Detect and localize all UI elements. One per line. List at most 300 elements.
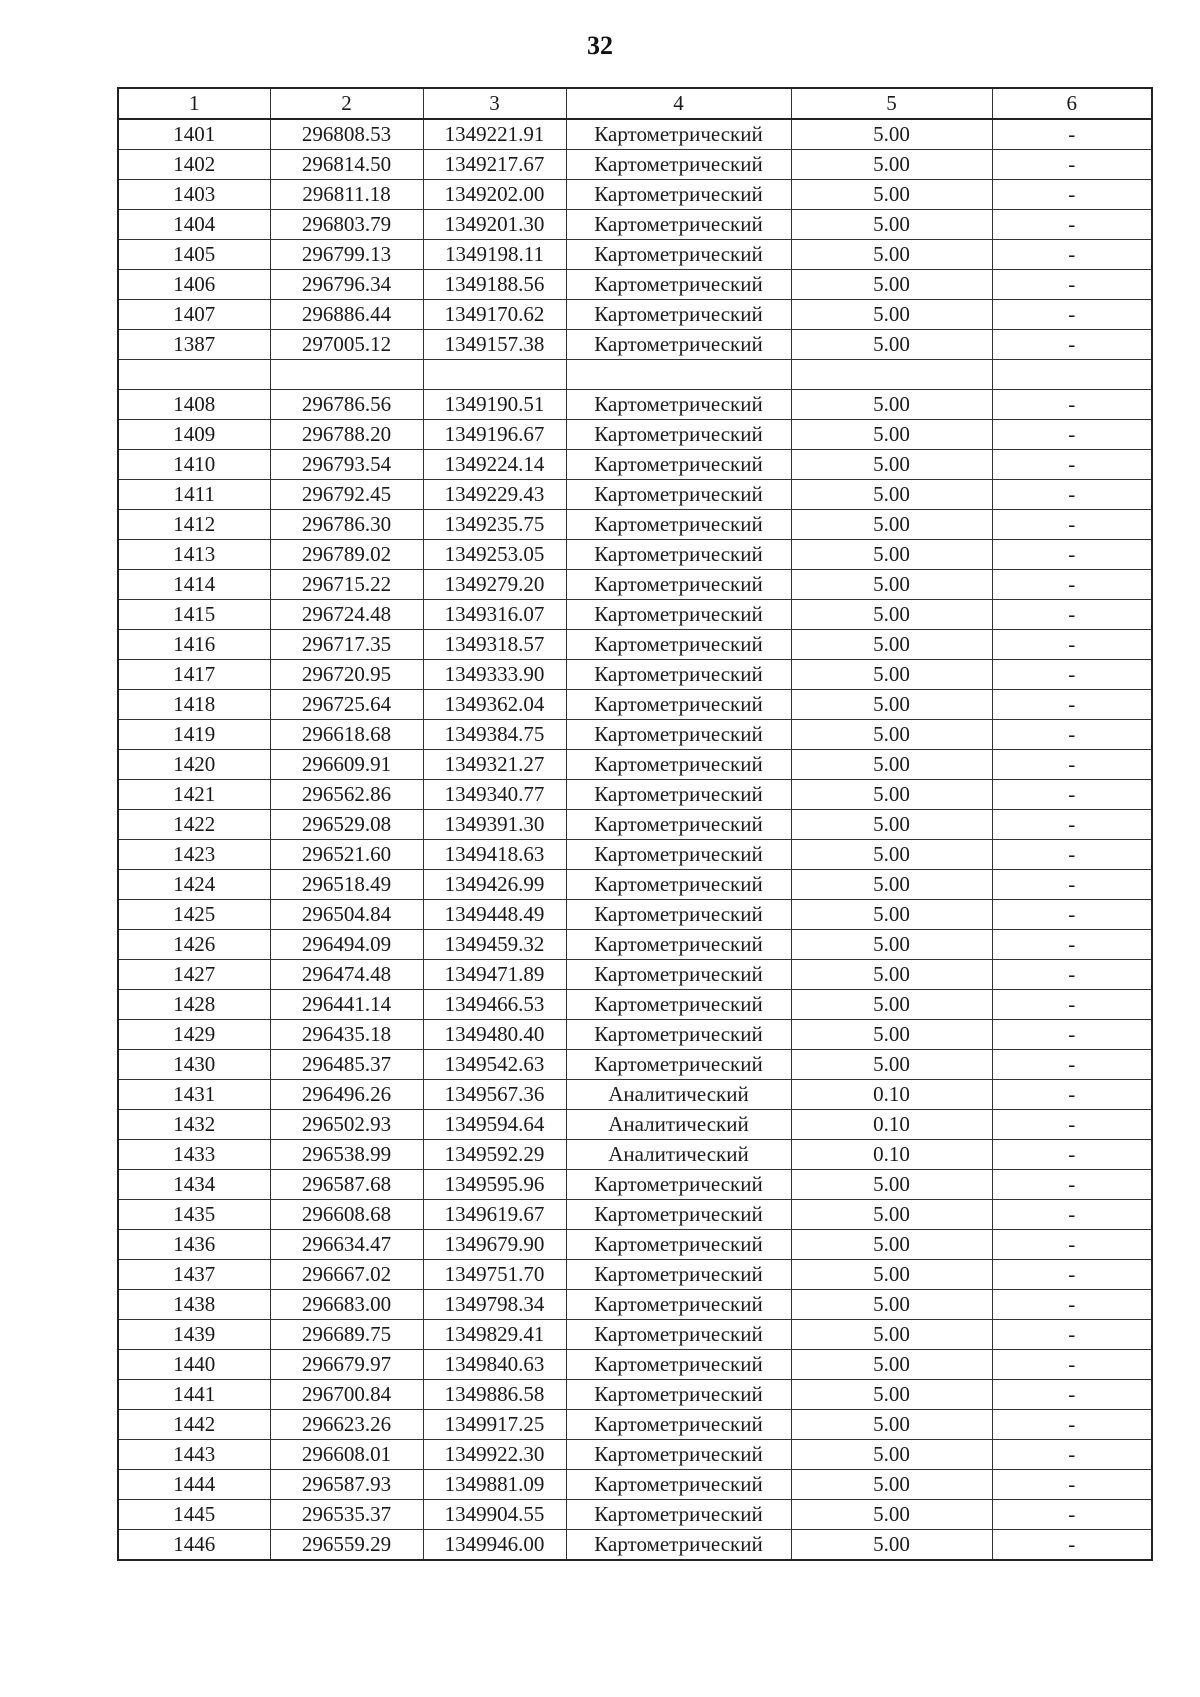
accuracy-cell: 5.00 <box>791 630 992 660</box>
accuracy-cell: 0.10 <box>791 1140 992 1170</box>
x-coordinate-cell: 296518.49 <box>270 870 423 900</box>
y-coordinate-cell: 1349221.91 <box>423 119 566 150</box>
table-row <box>118 1260 1152 1290</box>
method-cell: Картометрический <box>566 480 791 510</box>
method-cell: Картометрический <box>566 600 791 630</box>
method-cell: Аналитический <box>566 1140 791 1170</box>
method-cell: Аналитический <box>566 1110 791 1140</box>
y-coordinate-cell: 1349190.51 <box>423 390 566 420</box>
method-cell: Картометрический <box>566 1230 791 1260</box>
note-cell: - <box>992 780 1152 810</box>
table-row <box>118 1200 1152 1230</box>
point-number-cell: 1443 <box>118 1440 270 1470</box>
note-cell: - <box>992 690 1152 720</box>
accuracy-cell: 5.00 <box>791 119 992 150</box>
x-coordinate-cell: 296587.93 <box>270 1470 423 1500</box>
point-number-cell: 1435 <box>118 1200 270 1230</box>
point-number-cell: 1415 <box>118 600 270 630</box>
x-coordinate-cell: 296667.02 <box>270 1260 423 1290</box>
y-coordinate-cell: 1349798.34 <box>423 1290 566 1320</box>
method-cell: Картометрический <box>566 540 791 570</box>
y-coordinate-cell: 1349188.56 <box>423 270 566 300</box>
note-cell: - <box>992 990 1152 1020</box>
note-cell: - <box>992 840 1152 870</box>
accuracy-cell: 5.00 <box>791 180 992 210</box>
table-row <box>118 1020 1152 1050</box>
table-row <box>118 210 1152 240</box>
table-row <box>118 119 1152 150</box>
table-row <box>118 690 1152 720</box>
column-header-6: 6 <box>992 88 1152 119</box>
point-number-cell: 1411 <box>118 480 270 510</box>
method-cell: Картометрический <box>566 660 791 690</box>
table-row <box>118 1290 1152 1320</box>
y-coordinate-cell: 1349946.00 <box>423 1530 566 1561</box>
y-coordinate-cell: 1349196.67 <box>423 420 566 450</box>
point-number-cell: 1387 <box>118 330 270 360</box>
accuracy-cell: 5.00 <box>791 1170 992 1200</box>
x-coordinate-cell: 296789.02 <box>270 540 423 570</box>
point-number-cell: 1416 <box>118 630 270 660</box>
accuracy-cell: 5.00 <box>791 960 992 990</box>
method-cell: Аналитический <box>566 1080 791 1110</box>
table-row <box>118 390 1152 420</box>
method-cell: Картометрический <box>566 1170 791 1200</box>
note-cell: - <box>992 900 1152 930</box>
column-header-5: 5 <box>791 88 992 119</box>
note-cell: - <box>992 240 1152 270</box>
table-row <box>118 660 1152 690</box>
accuracy-cell: 5.00 <box>791 600 992 630</box>
x-coordinate-cell: 296441.14 <box>270 990 423 1020</box>
page-number: 32 <box>587 31 613 60</box>
x-coordinate-cell: 296786.56 <box>270 390 423 420</box>
point-number-cell: 1410 <box>118 450 270 480</box>
accuracy-cell: 5.00 <box>791 1380 992 1410</box>
y-coordinate-cell: 1349595.96 <box>423 1170 566 1200</box>
y-coordinate-cell: 1349917.25 <box>423 1410 566 1440</box>
note-cell: - <box>992 1380 1152 1410</box>
table-row <box>118 270 1152 300</box>
method-cell: Картометрический <box>566 630 791 660</box>
table-row <box>118 300 1152 330</box>
point-number-cell: 1426 <box>118 930 270 960</box>
point-number-cell: 1423 <box>118 840 270 870</box>
method-cell: Картометрический <box>566 1320 791 1350</box>
point-number-cell: 1431 <box>118 1080 270 1110</box>
accuracy-cell: 5.00 <box>791 690 992 720</box>
y-coordinate-cell: 1349448.49 <box>423 900 566 930</box>
y-coordinate-cell: 1349157.38 <box>423 330 566 360</box>
accuracy-cell: 5.00 <box>791 1320 992 1350</box>
accuracy-cell: 0.10 <box>791 1080 992 1110</box>
accuracy-cell: 5.00 <box>791 870 992 900</box>
method-cell: Картометрический <box>566 1020 791 1050</box>
method-cell: Картометрический <box>566 810 791 840</box>
y-coordinate-cell: 1349418.63 <box>423 840 566 870</box>
table-row <box>118 900 1152 930</box>
x-coordinate-cell: 296502.93 <box>270 1110 423 1140</box>
y-coordinate-cell: 1349316.07 <box>423 600 566 630</box>
x-coordinate-cell: 296521.60 <box>270 840 423 870</box>
accuracy-cell: 5.00 <box>791 930 992 960</box>
accuracy-cell: 5.00 <box>791 810 992 840</box>
x-coordinate-cell: 296609.91 <box>270 750 423 780</box>
table-row <box>118 780 1152 810</box>
x-coordinate-cell: 296814.50 <box>270 150 423 180</box>
y-coordinate-cell: 1349594.64 <box>423 1110 566 1140</box>
method-cell: Картометрический <box>566 900 791 930</box>
method-cell: Картометрический <box>566 780 791 810</box>
y-coordinate-cell: 1349235.75 <box>423 510 566 540</box>
note-cell: - <box>992 1170 1152 1200</box>
accuracy-cell: 5.00 <box>791 720 992 750</box>
accuracy-cell: 5.00 <box>791 1410 992 1440</box>
table-row <box>118 1050 1152 1080</box>
y-coordinate-cell: 1349384.75 <box>423 720 566 750</box>
y-coordinate-cell: 1349198.11 <box>423 240 566 270</box>
x-coordinate-cell: 296689.75 <box>270 1320 423 1350</box>
x-coordinate-cell <box>270 360 423 390</box>
x-coordinate-cell: 296792.45 <box>270 480 423 510</box>
y-coordinate-cell: 1349426.99 <box>423 870 566 900</box>
note-cell: - <box>992 330 1152 360</box>
y-coordinate-cell: 1349881.09 <box>423 1470 566 1500</box>
table-row <box>118 750 1152 780</box>
x-coordinate-cell: 296494.09 <box>270 930 423 960</box>
note-cell <box>992 360 1152 390</box>
note-cell: - <box>992 420 1152 450</box>
x-coordinate-cell: 296679.97 <box>270 1350 423 1380</box>
x-coordinate-cell: 296788.20 <box>270 420 423 450</box>
y-coordinate-cell: 1349224.14 <box>423 450 566 480</box>
table-row <box>118 1440 1152 1470</box>
point-number-cell: 1405 <box>118 240 270 270</box>
note-cell: - <box>992 1470 1152 1500</box>
point-number-cell: 1438 <box>118 1290 270 1320</box>
table-row <box>118 1530 1152 1561</box>
x-coordinate-cell: 296623.26 <box>270 1410 423 1440</box>
method-cell: Картометрический <box>566 150 791 180</box>
accuracy-cell: 5.00 <box>791 1290 992 1320</box>
y-coordinate-cell: 1349391.30 <box>423 810 566 840</box>
point-number-cell: 1418 <box>118 690 270 720</box>
y-coordinate-cell: 1349170.62 <box>423 300 566 330</box>
method-cell: Картометрический <box>566 240 791 270</box>
y-coordinate-cell: 1349922.30 <box>423 1440 566 1470</box>
y-coordinate-cell: 1349201.30 <box>423 210 566 240</box>
method-cell: Картометрический <box>566 390 791 420</box>
accuracy-cell: 5.00 <box>791 900 992 930</box>
y-coordinate-cell: 1349829.41 <box>423 1320 566 1350</box>
point-number-cell: 1439 <box>118 1320 270 1350</box>
x-coordinate-cell: 296559.29 <box>270 1530 423 1561</box>
point-number-cell: 1432 <box>118 1110 270 1140</box>
note-cell: - <box>992 630 1152 660</box>
accuracy-cell: 5.00 <box>791 1260 992 1290</box>
point-number-cell: 1419 <box>118 720 270 750</box>
x-coordinate-cell: 296562.86 <box>270 780 423 810</box>
accuracy-cell: 5.00 <box>791 510 992 540</box>
note-cell: - <box>992 870 1152 900</box>
point-number-cell: 1427 <box>118 960 270 990</box>
note-cell: - <box>992 150 1152 180</box>
point-number-cell: 1413 <box>118 540 270 570</box>
accuracy-cell: 5.00 <box>791 990 992 1020</box>
method-cell: Картометрический <box>566 1290 791 1320</box>
accuracy-cell: 5.00 <box>791 1200 992 1230</box>
table-row <box>118 420 1152 450</box>
note-cell: - <box>992 1500 1152 1530</box>
method-cell: Картометрический <box>566 960 791 990</box>
point-number-cell: 1444 <box>118 1470 270 1500</box>
x-coordinate-cell: 296811.18 <box>270 180 423 210</box>
point-number-cell: 1421 <box>118 780 270 810</box>
method-cell: Картометрический <box>566 990 791 1020</box>
table-row <box>118 870 1152 900</box>
method-cell: Картометрический <box>566 1440 791 1470</box>
note-cell: - <box>992 1050 1152 1080</box>
table-row <box>118 180 1152 210</box>
x-coordinate-cell: 296808.53 <box>270 119 423 150</box>
method-cell: Картометрический <box>566 1530 791 1561</box>
method-cell: Картометрический <box>566 690 791 720</box>
header-row <box>118 88 1152 119</box>
point-number-cell: 1422 <box>118 810 270 840</box>
y-coordinate-cell: 1349466.53 <box>423 990 566 1020</box>
table-row <box>118 720 1152 750</box>
x-coordinate-cell: 296618.68 <box>270 720 423 750</box>
column-header-1: 1 <box>118 88 270 119</box>
coordinates-table <box>117 87 1153 1561</box>
accuracy-cell: 5.00 <box>791 420 992 450</box>
accuracy-cell: 5.00 <box>791 1020 992 1050</box>
note-cell: - <box>992 540 1152 570</box>
accuracy-cell: 5.00 <box>791 240 992 270</box>
point-number-cell: 1430 <box>118 1050 270 1080</box>
x-coordinate-cell: 296608.01 <box>270 1440 423 1470</box>
note-cell: - <box>992 119 1152 150</box>
y-coordinate-cell: 1349679.90 <box>423 1230 566 1260</box>
x-coordinate-cell: 296793.54 <box>270 450 423 480</box>
note-cell: - <box>992 390 1152 420</box>
accuracy-cell: 5.00 <box>791 1050 992 1080</box>
point-number-cell: 1441 <box>118 1380 270 1410</box>
x-coordinate-cell: 296796.34 <box>270 270 423 300</box>
note-cell: - <box>992 1440 1152 1470</box>
method-cell: Картометрический <box>566 870 791 900</box>
x-coordinate-cell: 296724.48 <box>270 600 423 630</box>
table-body <box>118 119 1152 1560</box>
point-number-cell: 1440 <box>118 1350 270 1380</box>
y-coordinate-cell: 1349279.20 <box>423 570 566 600</box>
point-number-cell: 1406 <box>118 270 270 300</box>
point-number-cell: 1412 <box>118 510 270 540</box>
method-cell: Картометрический <box>566 930 791 960</box>
point-number-cell: 1445 <box>118 1500 270 1530</box>
table-row <box>118 450 1152 480</box>
note-cell: - <box>992 510 1152 540</box>
x-coordinate-cell: 296529.08 <box>270 810 423 840</box>
y-coordinate-cell: 1349217.67 <box>423 150 566 180</box>
note-cell: - <box>992 570 1152 600</box>
x-coordinate-cell: 296720.95 <box>270 660 423 690</box>
x-coordinate-cell: 296799.13 <box>270 240 423 270</box>
table-row <box>118 810 1152 840</box>
table-row <box>118 1230 1152 1260</box>
table-row <box>118 150 1152 180</box>
note-cell: - <box>992 1320 1152 1350</box>
point-number-cell: 1407 <box>118 300 270 330</box>
y-coordinate-cell: 1349751.70 <box>423 1260 566 1290</box>
table-row <box>118 1500 1152 1530</box>
note-cell: - <box>992 1080 1152 1110</box>
y-coordinate-cell: 1349471.89 <box>423 960 566 990</box>
x-coordinate-cell: 296608.68 <box>270 1200 423 1230</box>
method-cell: Картометрический <box>566 180 791 210</box>
method-cell: Картометрический <box>566 510 791 540</box>
accuracy-cell: 5.00 <box>791 660 992 690</box>
accuracy-cell: 5.00 <box>791 390 992 420</box>
y-coordinate-cell: 1349202.00 <box>423 180 566 210</box>
note-cell: - <box>992 960 1152 990</box>
table-row <box>118 510 1152 540</box>
x-coordinate-cell: 296634.47 <box>270 1230 423 1260</box>
table-row <box>118 1320 1152 1350</box>
point-number-cell: 1408 <box>118 390 270 420</box>
table-row <box>118 1170 1152 1200</box>
method-cell: Картометрический <box>566 1260 791 1290</box>
table-row <box>118 480 1152 510</box>
point-number-cell: 1425 <box>118 900 270 930</box>
method-cell: Картометрический <box>566 1470 791 1500</box>
accuracy-cell: 5.00 <box>791 1470 992 1500</box>
note-cell: - <box>992 1290 1152 1320</box>
point-number-cell: 1417 <box>118 660 270 690</box>
note-cell: - <box>992 180 1152 210</box>
note-cell: - <box>992 480 1152 510</box>
accuracy-cell: 5.00 <box>791 480 992 510</box>
method-cell: Картометрический <box>566 720 791 750</box>
table-row <box>118 540 1152 570</box>
y-coordinate-cell: 1349459.32 <box>423 930 566 960</box>
x-coordinate-cell: 296683.00 <box>270 1290 423 1320</box>
method-cell: Картометрический <box>566 840 791 870</box>
point-number-cell: 1428 <box>118 990 270 1020</box>
table-row <box>118 990 1152 1020</box>
note-cell: - <box>992 1410 1152 1440</box>
note-cell: - <box>992 750 1152 780</box>
column-header-2: 2 <box>270 88 423 119</box>
x-coordinate-cell: 296786.30 <box>270 510 423 540</box>
y-coordinate-cell <box>423 360 566 390</box>
point-number-cell: 1409 <box>118 420 270 450</box>
note-cell: - <box>992 210 1152 240</box>
note-cell: - <box>992 270 1152 300</box>
y-coordinate-cell: 1349619.67 <box>423 1200 566 1230</box>
x-coordinate-cell: 297005.12 <box>270 330 423 360</box>
table-row <box>118 360 1152 390</box>
table-row <box>118 330 1152 360</box>
note-cell: - <box>992 1260 1152 1290</box>
y-coordinate-cell: 1349333.90 <box>423 660 566 690</box>
x-coordinate-cell: 296504.84 <box>270 900 423 930</box>
accuracy-cell: 5.00 <box>791 570 992 600</box>
note-cell: - <box>992 600 1152 630</box>
x-coordinate-cell: 296538.99 <box>270 1140 423 1170</box>
table-row <box>118 240 1152 270</box>
accuracy-cell: 5.00 <box>791 1500 992 1530</box>
accuracy-cell: 5.00 <box>791 750 992 780</box>
accuracy-cell: 5.00 <box>791 1350 992 1380</box>
table-row <box>118 570 1152 600</box>
point-number-cell: 1402 <box>118 150 270 180</box>
x-coordinate-cell: 296715.22 <box>270 570 423 600</box>
note-cell: - <box>992 930 1152 960</box>
method-cell: Картометрический <box>566 420 791 450</box>
method-cell: Картометрический <box>566 1050 791 1080</box>
accuracy-cell: 5.00 <box>791 300 992 330</box>
table-row <box>118 840 1152 870</box>
table-row <box>118 1470 1152 1500</box>
table-row <box>118 600 1152 630</box>
method-cell <box>566 360 791 390</box>
note-cell: - <box>992 1350 1152 1380</box>
table-header <box>118 88 1152 119</box>
x-coordinate-cell: 296496.26 <box>270 1080 423 1110</box>
x-coordinate-cell: 296717.35 <box>270 630 423 660</box>
accuracy-cell: 5.00 <box>791 210 992 240</box>
accuracy-cell: 5.00 <box>791 270 992 300</box>
accuracy-cell: 5.00 <box>791 1230 992 1260</box>
accuracy-cell: 5.00 <box>791 150 992 180</box>
method-cell: Картометрический <box>566 1410 791 1440</box>
table-row <box>118 1410 1152 1440</box>
accuracy-cell: 5.00 <box>791 450 992 480</box>
accuracy-cell: 5.00 <box>791 1530 992 1561</box>
table-row <box>118 630 1152 660</box>
y-coordinate-cell: 1349886.58 <box>423 1380 566 1410</box>
note-cell: - <box>992 720 1152 750</box>
accuracy-cell: 5.00 <box>791 540 992 570</box>
method-cell: Картометрический <box>566 119 791 150</box>
y-coordinate-cell: 1349318.57 <box>423 630 566 660</box>
note-cell: - <box>992 660 1152 690</box>
accuracy-cell: 5.00 <box>791 1440 992 1470</box>
point-number-cell: 1436 <box>118 1230 270 1260</box>
method-cell: Картометрический <box>566 570 791 600</box>
table-row <box>118 1080 1152 1110</box>
x-coordinate-cell: 296474.48 <box>270 960 423 990</box>
table-row <box>118 930 1152 960</box>
accuracy-cell: 5.00 <box>791 780 992 810</box>
method-cell: Картометрический <box>566 1500 791 1530</box>
accuracy-cell: 0.10 <box>791 1110 992 1140</box>
y-coordinate-cell: 1349253.05 <box>423 540 566 570</box>
point-number-cell: 1442 <box>118 1410 270 1440</box>
x-coordinate-cell: 296886.44 <box>270 300 423 330</box>
table-row <box>118 1380 1152 1410</box>
note-cell: - <box>992 450 1152 480</box>
point-number-cell: 1429 <box>118 1020 270 1050</box>
point-number-cell: 1446 <box>118 1530 270 1561</box>
point-number-cell: 1434 <box>118 1170 270 1200</box>
column-header-4: 4 <box>566 88 791 119</box>
table-row <box>118 1140 1152 1170</box>
method-cell: Картометрический <box>566 450 791 480</box>
y-coordinate-cell: 1349840.63 <box>423 1350 566 1380</box>
y-coordinate-cell: 1349592.29 <box>423 1140 566 1170</box>
